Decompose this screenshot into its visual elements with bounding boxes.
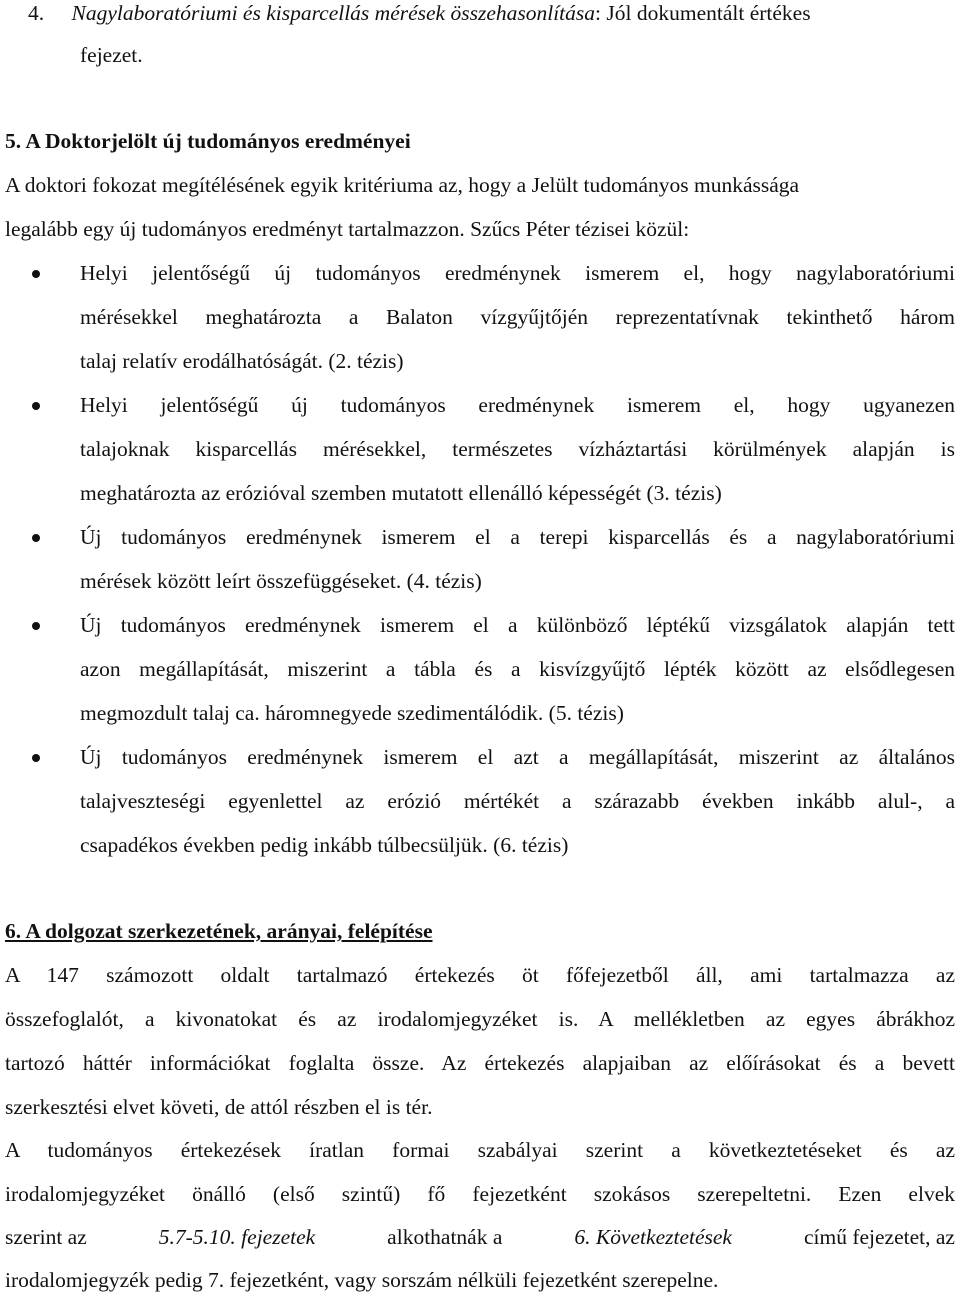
bullet5-line1: Új tudományos eredménynek ismerem el azt a megállapítását, miszerint az általános: [80, 745, 955, 769]
section5-heading: 5. A Doktorjelölt új tudományos eredményei: [5, 129, 411, 153]
bullet-marker: [32, 754, 40, 762]
bullet4-line1: Új tudományos eredménynek ismerem el a különböző léptékű vizsgálatok alapján tett: [80, 613, 955, 637]
section5-intro-line2: legalább egy új tudományos eredményt tartalmazzon. Szűcs Péter tézisei közül:: [5, 217, 690, 241]
section6-para2-line3: [5, 1227, 955, 1249]
section6-heading-text: 6. A dolgozat szerkezetének, arányai, felépítése: [5, 919, 433, 943]
bullet5-line2: talajveszteségi egyenlettel az erózió mértékét a szárazabb években inkább alul-, a: [80, 789, 955, 813]
section6-para1-line2: összefoglalót, a kivonatokat és az irodalomjegyzéket is. A mellékletben az egyes ábrákhoz: [5, 1007, 955, 1031]
section6-para1-line1: A 147 számozott oldalt tartalmazó értekezés öt főfejezetből áll, ami tartalmazza az: [5, 963, 955, 987]
para2-line3-b: 5.7-5.10. fejezetek: [158, 1225, 316, 1249]
bullet2-line2: talajoknak kisparcellás mérésekkel, természetes vízháztartási körülmények alapján is: [80, 437, 955, 461]
item4-title: Nagylaboratóriumi és kisparcellás mérések összehasonlítása: [71, 1, 596, 25]
para2-line3-c: alkothatnák a: [387, 1225, 503, 1249]
section6-para2-line1: A tudományos értekezések íratlan formai szabályai szerint a következtetéseket és az: [5, 1138, 955, 1162]
bullet3-line2: mérések között leírt összefüggéseket. (4. tézis): [80, 569, 482, 593]
bullet-marker: [32, 622, 40, 630]
item4-rest: : Jól dokumentált értékes: [595, 1, 811, 25]
bullet-marker: [32, 402, 40, 410]
bullet2-line3: meghatározta az erózióval szemben mutatott ellenálló képességét (3. tézis): [80, 481, 722, 505]
bullet1-line2: mérésekkel meghatározta a Balaton vízgyűjtőjén reprezentatívnak tekinthető három: [80, 305, 955, 329]
para2-line3-d: 6. Következtetések: [574, 1225, 732, 1249]
bullet1-line3: talaj relatív erodálhatóságát. (2. tézis): [80, 349, 404, 373]
bullet4-line3: megmozdult talaj ca. háromnegyede szedimentálódik. (5. tézis): [80, 701, 624, 725]
para2-line3-a: szerint az: [5, 1225, 87, 1249]
bullet1-line1: Helyi jelentőségű új tudományos eredménynek ismerem el, hogy nagylaboratóriumi: [80, 261, 955, 285]
section6-para1-line4: szerkesztési elvet követi, de attól részben el is tér.: [5, 1095, 433, 1119]
item4-line2: fejezet.: [80, 43, 143, 67]
section6-para1-line3: tartozó háttér információkat foglalta össze. Az értekezés alapjaiban az előírásokat és a bevett: [5, 1051, 955, 1075]
section6-para2-line2: irodalomjegyzéket önálló (első szintű) fő fejezetként szokásos szerepeltetni. Ezen elvek: [5, 1182, 955, 1206]
bullet-marker: [32, 534, 40, 542]
para2-line3-e: című fejezetet, az: [803, 1225, 955, 1249]
section5-intro-line1: A doktori fokozat megítélésének egyik kritériuma az, hogy a Jelült tudományos munkássága: [5, 173, 800, 197]
bullet-marker: [32, 270, 40, 278]
bullet2-line1: Helyi jelentőségű új tudományos eredménynek ismerem el, hogy ugyanezen: [80, 393, 955, 417]
section6-heading: [5, 921, 433, 943]
bullet3-line1: Új tudományos eredménynek ismerem el a terepi kisparcellás és a nagylaboratóriumi: [80, 525, 955, 549]
item4-number: 4.: [28, 1, 45, 25]
bullet4-line2: azon megállapítását, miszerint a tábla és a kisvízgyűjtő lépték között az elsődlegesen: [80, 657, 955, 681]
bullet5-line3: csapadékos években pedig inkább túlbecsüljük. (6. tézis): [80, 833, 569, 857]
section6-para2-line4: irodalomjegyzék pedig 7. fejezetként, vagy sorszám nélküli fejezetként szerepelne.: [5, 1268, 719, 1292]
item4-line1: [28, 3, 811, 25]
